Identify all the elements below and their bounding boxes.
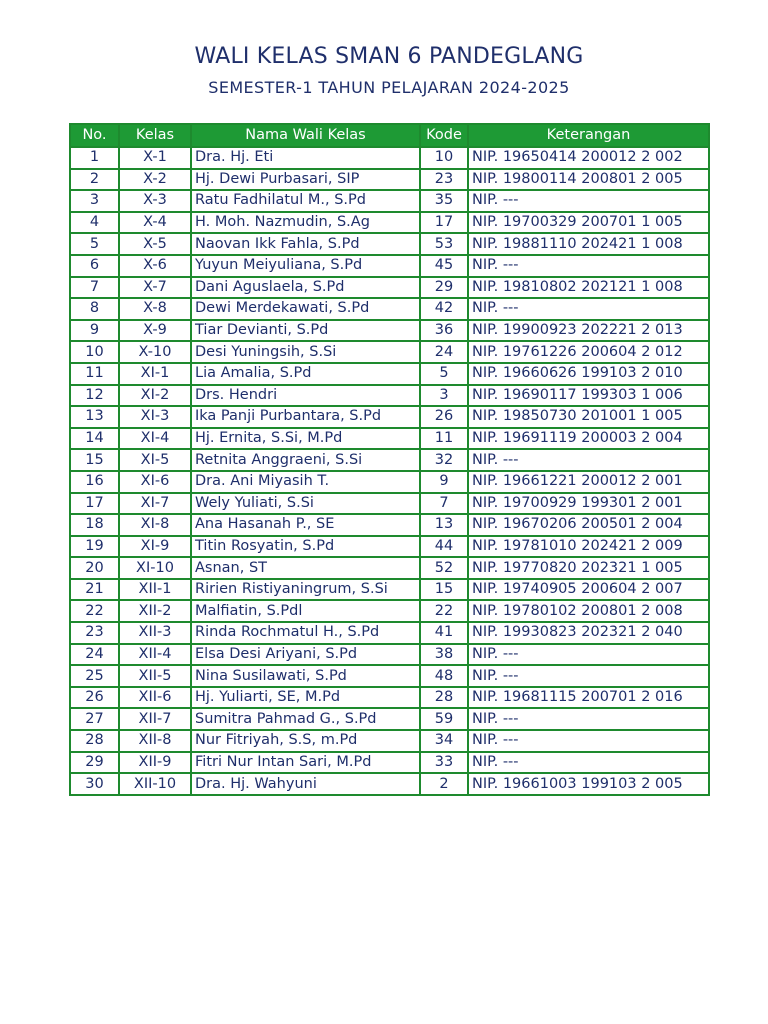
cell-no: 8 [70,298,119,320]
cell-keterangan: NIP. 19661003 199103 2 005 [468,773,709,795]
cell-kelas: XII-1 [119,579,191,601]
cell-no: 21 [70,579,119,601]
cell-keterangan: NIP. --- [468,644,709,666]
cell-keterangan: NIP. 19881110 202421 1 008 [468,233,709,255]
cell-keterangan: NIP. 19670206 200501 2 004 [468,514,709,536]
cell-kode: 28 [420,687,468,709]
cell-no: 18 [70,514,119,536]
cell-kelas: X-7 [119,277,191,299]
table-row [70,536,709,558]
cell-kode: 13 [420,514,468,536]
cell-keterangan: NIP. 19650414 200012 2 002 [468,147,709,169]
cell-no: 9 [70,320,119,342]
cell-kode: 24 [420,341,468,363]
table-row [70,169,709,191]
cell-keterangan: NIP. --- [468,730,709,752]
cell-nama-wali-kelas: Rinda Rochmatul H., S.Pd [191,622,420,644]
cell-no: 3 [70,190,119,212]
cell-nama-wali-kelas: Ririen Ristiyaningrum, S.Si [191,579,420,601]
cell-nama-wali-kelas: Tiar Devianti, S.Pd [191,320,420,342]
cell-nama-wali-kelas: Lia Amalia, S.Pd [191,363,420,385]
cell-no: 4 [70,212,119,234]
cell-kelas: XI-7 [119,493,191,515]
column-header-kode: Kode [420,124,468,147]
table-row [70,622,709,644]
cell-kelas: X-10 [119,341,191,363]
cell-nama-wali-kelas: Fitri Nur Intan Sari, M.Pd [191,752,420,774]
cell-nama-wali-kelas: Hj. Dewi Purbasari, SIP [191,169,420,191]
cell-kode: 34 [420,730,468,752]
cell-kelas: XI-10 [119,557,191,579]
page-subtitle: SEMESTER-1 TAHUN PELAJARAN 2024-2025 [208,78,570,97]
cell-kelas: XI-3 [119,406,191,428]
cell-kode: 10 [420,147,468,169]
cell-nama-wali-kelas: Ana Hasanah P., SE [191,514,420,536]
cell-keterangan: NIP. --- [468,298,709,320]
cell-nama-wali-kelas: Dra. Ani Miyasih T. [191,471,420,493]
cell-kelas: XI-8 [119,514,191,536]
cell-no: 10 [70,341,119,363]
table-row [70,298,709,320]
cell-no: 11 [70,363,119,385]
cell-kelas: XII-4 [119,644,191,666]
cell-nama-wali-kelas: Dewi Merdekawati, S.Pd [191,298,420,320]
table-row [70,233,709,255]
cell-nama-wali-kelas: Naovan Ikk Fahla, S.Pd [191,233,420,255]
cell-no: 12 [70,385,119,407]
table-row [70,730,709,752]
cell-nama-wali-kelas: Retnita Anggraeni, S.Si [191,449,420,471]
table-row [70,773,709,795]
cell-kelas: XII-8 [119,730,191,752]
cell-keterangan: NIP. --- [468,255,709,277]
cell-kode: 5 [420,363,468,385]
cell-kelas: X-4 [119,212,191,234]
cell-kode: 3 [420,385,468,407]
cell-no: 16 [70,471,119,493]
cell-kode: 33 [420,752,468,774]
cell-kelas: X-3 [119,190,191,212]
cell-no: 13 [70,406,119,428]
cell-no: 6 [70,255,119,277]
cell-no: 25 [70,665,119,687]
cell-nama-wali-kelas: Malfiatin, S.Pdl [191,600,420,622]
cell-kelas: XII-5 [119,665,191,687]
cell-nama-wali-kelas: Wely Yuliati, S.Si [191,493,420,515]
cell-kode: 17 [420,212,468,234]
cell-nama-wali-kelas: Desi Yuningsih, S.Si [191,341,420,363]
cell-kelas: XII-3 [119,622,191,644]
cell-no: 30 [70,773,119,795]
table-header-row [70,124,709,147]
cell-kelas: XI-2 [119,385,191,407]
cell-keterangan: NIP. 19780102 200801 2 008 [468,600,709,622]
cell-nama-wali-kelas: Hj. Yuliarti, SE, M.Pd [191,687,420,709]
cell-no: 1 [70,147,119,169]
cell-keterangan: NIP. --- [468,752,709,774]
cell-kelas: XII-9 [119,752,191,774]
cell-no: 29 [70,752,119,774]
cell-kelas: XI-1 [119,363,191,385]
cell-kode: 11 [420,428,468,450]
cell-kelas: X-5 [119,233,191,255]
cell-no: 17 [70,493,119,515]
cell-kelas: X-9 [119,320,191,342]
cell-kode: 29 [420,277,468,299]
table-row [70,320,709,342]
cell-keterangan: NIP. 19761226 200604 2 012 [468,341,709,363]
cell-nama-wali-kelas: Hj. Ernita, S.Si, M.Pd [191,428,420,450]
cell-kode: 35 [420,190,468,212]
cell-kelas: XI-9 [119,536,191,558]
cell-kode: 9 [420,471,468,493]
table-row [70,385,709,407]
cell-kelas: XII-2 [119,600,191,622]
cell-nama-wali-kelas: Yuyun Meiyuliana, S.Pd [191,255,420,277]
cell-nama-wali-kelas: Asnan, ST [191,557,420,579]
cell-nama-wali-kelas: Sumitra Pahmad G., S.Pd [191,708,420,730]
cell-keterangan: NIP. --- [468,190,709,212]
cell-nama-wali-kelas: Elsa Desi Ariyani, S.Pd [191,644,420,666]
cell-kode: 53 [420,233,468,255]
cell-keterangan: NIP. 19930823 202321 2 040 [468,622,709,644]
table-row [70,687,709,709]
cell-keterangan: NIP. --- [468,449,709,471]
cell-kode: 45 [420,255,468,277]
table-row [70,471,709,493]
cell-kode: 36 [420,320,468,342]
cell-keterangan: NIP. 19900923 202221 2 013 [468,320,709,342]
cell-nama-wali-kelas: Ika Panji Purbantara, S.Pd [191,406,420,428]
cell-kelas: X-6 [119,255,191,277]
cell-nama-wali-kelas: Ratu Fadhilatul M., S.Pd [191,190,420,212]
table-row [70,363,709,385]
cell-no: 5 [70,233,119,255]
column-header-kelas: Kelas [119,124,191,147]
cell-no: 20 [70,557,119,579]
cell-kode: 23 [420,169,468,191]
cell-kode: 7 [420,493,468,515]
page-title: WALI KELAS SMAN 6 PANDEGLANG [194,44,584,69]
cell-no: 27 [70,708,119,730]
cell-kode: 44 [420,536,468,558]
cell-kelas: X-8 [119,298,191,320]
table-row [70,212,709,234]
cell-kelas: XII-7 [119,708,191,730]
cell-keterangan: NIP. 19691119 200003 2 004 [468,428,709,450]
table-row [70,708,709,730]
cell-kode: 2 [420,773,468,795]
cell-nama-wali-kelas: Nur Fitriyah, S.S, m.Pd [191,730,420,752]
cell-keterangan: NIP. 19781010 202421 2 009 [468,536,709,558]
cell-keterangan: NIP. --- [468,708,709,730]
cell-kode: 22 [420,600,468,622]
cell-keterangan: NIP. 19810802 202121 1 008 [468,277,709,299]
cell-keterangan: NIP. 19690117 199303 1 006 [468,385,709,407]
cell-nama-wali-kelas: Nina Susilawati, S.Pd [191,665,420,687]
cell-kelas: XII-10 [119,773,191,795]
cell-no: 22 [70,600,119,622]
cell-kelas: XI-4 [119,428,191,450]
cell-keterangan: NIP. 19681115 200701 2 016 [468,687,709,709]
cell-nama-wali-kelas: H. Moh. Nazmudin, S.Ag [191,212,420,234]
cell-nama-wali-kelas: Titin Rosyatin, S.Pd [191,536,420,558]
cell-no: 7 [70,277,119,299]
cell-keterangan: NIP. 19700329 200701 1 005 [468,212,709,234]
table-row [70,557,709,579]
table-row [70,600,709,622]
cell-kode: 15 [420,579,468,601]
cell-kode: 38 [420,644,468,666]
table-row [70,277,709,299]
table-row [70,255,709,277]
cell-kode: 59 [420,708,468,730]
cell-no: 2 [70,169,119,191]
cell-no: 28 [70,730,119,752]
table-row [70,341,709,363]
wali-kelas-table [69,123,710,796]
cell-nama-wali-kelas: Dra. Hj. Eti [191,147,420,169]
cell-kelas: XI-5 [119,449,191,471]
cell-keterangan: NIP. 19740905 200604 2 007 [468,579,709,601]
table-row [70,665,709,687]
cell-keterangan: NIP. 19800114 200801 2 005 [468,169,709,191]
table-row [70,752,709,774]
cell-kode: 32 [420,449,468,471]
cell-nama-wali-kelas: Dani Aguslaela, S.Pd [191,277,420,299]
cell-kelas: X-1 [119,147,191,169]
column-header-no: No. [70,124,119,147]
cell-keterangan: NIP. 19850730 201001 1 005 [468,406,709,428]
cell-nama-wali-kelas: Drs. Hendri [191,385,420,407]
cell-keterangan: NIP. --- [468,665,709,687]
cell-keterangan: NIP. 19770820 202321 1 005 [468,557,709,579]
cell-no: 26 [70,687,119,709]
cell-nama-wali-kelas: Dra. Hj. Wahyuni [191,773,420,795]
table-row [70,449,709,471]
cell-kode: 52 [420,557,468,579]
column-header-keterangan: Keterangan [468,124,709,147]
cell-kelas: XII-6 [119,687,191,709]
cell-kode: 41 [420,622,468,644]
column-header-nama: Nama Wali Kelas [191,124,420,147]
cell-no: 14 [70,428,119,450]
cell-keterangan: NIP. 19660626 199103 2 010 [468,363,709,385]
cell-no: 23 [70,622,119,644]
table-row [70,514,709,536]
cell-keterangan: NIP. 19661221 200012 2 001 [468,471,709,493]
cell-no: 24 [70,644,119,666]
table-row [70,190,709,212]
table-row [70,644,709,666]
cell-kode: 42 [420,298,468,320]
cell-kelas: X-2 [119,169,191,191]
cell-keterangan: NIP. 19700929 199301 2 001 [468,493,709,515]
table-body [70,147,709,795]
cell-kelas: XI-6 [119,471,191,493]
table-row [70,493,709,515]
cell-no: 15 [70,449,119,471]
cell-kode: 48 [420,665,468,687]
cell-kode: 26 [420,406,468,428]
table-row [70,428,709,450]
cell-no: 19 [70,536,119,558]
table-row [70,579,709,601]
table-row [70,406,709,428]
table-row [70,147,709,169]
